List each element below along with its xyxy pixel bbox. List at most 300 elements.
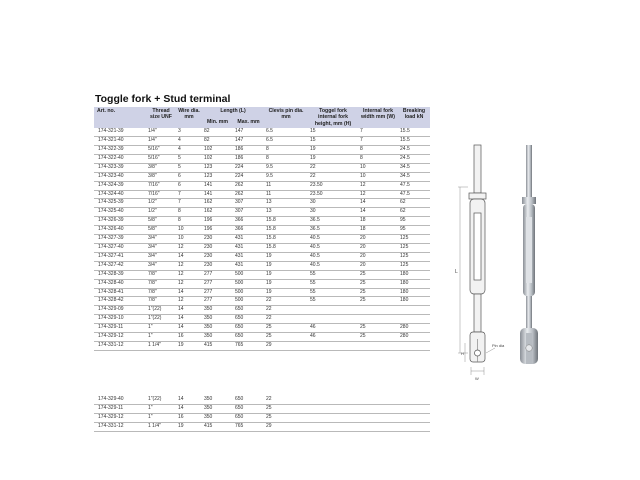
table-cell: 12 <box>176 261 202 270</box>
table-cell: 174-325-39 <box>94 199 146 208</box>
table-cell: 650 <box>233 333 264 342</box>
table-cell: 307 <box>233 199 264 208</box>
table-cell: 30 <box>308 208 358 217</box>
table-cell: 25 <box>358 297 398 306</box>
table-cell <box>398 341 430 350</box>
table-cell: 46 <box>308 324 358 333</box>
table-row <box>94 137 430 146</box>
table-cell: 55 <box>308 270 358 279</box>
table-cell: 29 <box>264 341 308 350</box>
table-cell: 8 <box>176 208 202 217</box>
technical-drawing <box>469 145 486 362</box>
label-h: H <box>461 351 464 356</box>
table-cell <box>308 341 358 350</box>
table-cell: 162 <box>202 199 233 208</box>
table-cell: 1/4" <box>146 128 176 136</box>
table-cell: 230 <box>202 244 233 253</box>
table-cell: 3/8" <box>146 163 176 172</box>
header-length-min: Min. mm <box>202 118 233 129</box>
table-cell: 174-329-11 <box>94 324 146 333</box>
table-cell: 277 <box>202 297 233 306</box>
table-cell: 765 <box>233 422 264 431</box>
table-cell: 3/4" <box>146 235 176 244</box>
table-cell: 14 <box>176 315 202 324</box>
table-cell: 15.5 <box>398 137 430 146</box>
table-cell: 19 <box>308 154 358 163</box>
table-cell <box>398 315 430 324</box>
table-cell: 14 <box>176 306 202 315</box>
table-cell: 5/16" <box>146 146 176 155</box>
table-cell: 180 <box>398 288 430 297</box>
table-cell: 20 <box>358 252 398 261</box>
table-cell: 7 <box>176 190 202 199</box>
header-length: Length (L) <box>202 107 264 118</box>
table-cell: 123 <box>202 172 233 181</box>
table-row <box>94 261 430 270</box>
header-internal-fork-width: Internal fork width mm (W) <box>358 107 398 128</box>
table-cell: 82 <box>202 137 233 146</box>
table-cell: 180 <box>398 279 430 288</box>
header-wire-dia: Wire dia. mm <box>176 107 202 128</box>
table-cell: 180 <box>398 270 430 279</box>
table-cell: 1 1/4" <box>146 341 176 350</box>
table-cell: 500 <box>233 279 264 288</box>
table-cell: 174-331-12 <box>94 341 146 350</box>
table-cell: 7/8" <box>146 279 176 288</box>
table-cell: 277 <box>202 270 233 279</box>
table-cell: 431 <box>233 261 264 270</box>
table-cell: 174-329-12 <box>94 333 146 342</box>
table-cell: 174-327-40 <box>94 244 146 253</box>
table-cell: 9.5 <box>264 172 308 181</box>
table-cell: 650 <box>233 413 264 422</box>
table-row <box>94 172 430 181</box>
table-row <box>94 270 430 279</box>
table-cell: 5/8" <box>146 217 176 226</box>
table-cell: 1"(22) <box>146 396 176 404</box>
extra-table-row <box>94 413 430 422</box>
table-cell <box>358 422 398 431</box>
extra-table-row <box>94 404 430 413</box>
table-row <box>94 217 430 226</box>
table-cell: 12 <box>176 244 202 253</box>
table-cell: 62 <box>398 208 430 217</box>
table-cell: 366 <box>233 217 264 226</box>
table-row <box>94 279 430 288</box>
table-cell: 277 <box>202 279 233 288</box>
table-cell: 350 <box>202 333 233 342</box>
table-row <box>94 315 430 324</box>
table-cell: 141 <box>202 190 233 199</box>
table-cell: 180 <box>398 297 430 306</box>
table-cell: 280 <box>398 333 430 342</box>
table-cell: 6 <box>176 181 202 190</box>
table-cell: 174-324-39 <box>94 181 146 190</box>
table-row <box>94 154 430 163</box>
table-cell: 8 <box>358 154 398 163</box>
table-cell: 11 <box>264 181 308 190</box>
table-cell: 34.5 <box>398 163 430 172</box>
table-cell: 5 <box>176 163 202 172</box>
table-cell: 10 <box>358 172 398 181</box>
table-cell: 47.5 <box>398 181 430 190</box>
table-cell: 5 <box>176 154 202 163</box>
table-cell: 19 <box>176 422 202 431</box>
table-cell: 125 <box>398 252 430 261</box>
table-cell: 55 <box>308 279 358 288</box>
table-cell: 18 <box>358 217 398 226</box>
table-row <box>94 297 430 306</box>
table-cell: 162 <box>202 208 233 217</box>
table-cell: 1" <box>146 404 176 413</box>
table-cell: 25 <box>358 279 398 288</box>
table-cell: 18 <box>358 226 398 235</box>
table-row <box>94 324 430 333</box>
table-row <box>94 341 430 350</box>
table-cell: 415 <box>202 341 233 350</box>
table-cell: 350 <box>202 324 233 333</box>
table-cell <box>398 422 430 431</box>
table-cell: 125 <box>398 261 430 270</box>
table-cell: 174-328-39 <box>94 270 146 279</box>
header-breaking-load: Breaking load kN <box>398 107 430 128</box>
table-cell: 174-323-39 <box>94 163 146 172</box>
table-cell: 350 <box>202 413 233 422</box>
table-cell: 1"(22) <box>146 306 176 315</box>
table-cell: 15.5 <box>398 128 430 136</box>
table-cell: 350 <box>202 306 233 315</box>
table-cell: 16 <box>176 333 202 342</box>
table-cell: 25 <box>358 270 398 279</box>
table-cell: 13 <box>264 208 308 217</box>
table-cell: 8 <box>264 146 308 155</box>
table-cell: 224 <box>233 163 264 172</box>
table-cell: 174-327-42 <box>94 261 146 270</box>
table-cell <box>308 404 358 413</box>
table-cell: 82 <box>202 128 233 136</box>
table-cell <box>308 315 358 324</box>
page-title: Toggle fork + Stud terminal <box>95 93 231 105</box>
table-cell: 12 <box>176 279 202 288</box>
table-cell: 36.5 <box>308 217 358 226</box>
table-cell <box>358 404 398 413</box>
table-cell: 307 <box>233 208 264 217</box>
clevis-pin <box>475 350 481 356</box>
table-cell: 15.8 <box>264 226 308 235</box>
extra-table-row <box>94 396 430 404</box>
table-cell: 55 <box>308 288 358 297</box>
stud-nut <box>469 193 486 199</box>
table-cell <box>398 396 430 404</box>
table-cell: 10 <box>176 226 202 235</box>
table-cell: 174-324-40 <box>94 190 146 199</box>
table-cell: 125 <box>398 244 430 253</box>
table-cell: 174-322-40 <box>94 154 146 163</box>
table-cell: 22 <box>264 315 308 324</box>
table-cell: 230 <box>202 252 233 261</box>
table-cell: 8 <box>358 146 398 155</box>
table-cell: 230 <box>202 235 233 244</box>
table-cell <box>398 306 430 315</box>
table-cell: 141 <box>202 181 233 190</box>
table-cell <box>358 315 398 324</box>
table-cell: 650 <box>233 396 264 404</box>
table-cell: 123 <box>202 163 233 172</box>
table-cell: 650 <box>233 315 264 324</box>
table-cell: 366 <box>233 226 264 235</box>
label-pin-dia: Pin dia <box>492 343 505 348</box>
header-toggel-fork-height: Toggel fork internal fork height, mm (H) <box>308 107 358 128</box>
table-cell: 102 <box>202 146 233 155</box>
table-cell: 174-321-40 <box>94 137 146 146</box>
table-cell: 174-326-39 <box>94 217 146 226</box>
table-cell: 10 <box>176 235 202 244</box>
table-cell: 55 <box>308 297 358 306</box>
table-row <box>94 181 430 190</box>
table-cell: 174-328-41 <box>94 288 146 297</box>
table-cell: 30 <box>308 199 358 208</box>
table-cell <box>358 396 398 404</box>
table-cell: 1/2" <box>146 199 176 208</box>
header-art-no: Art. no. <box>94 107 146 128</box>
table-cell <box>308 413 358 422</box>
product-image <box>520 145 538 364</box>
table-cell: 34.5 <box>398 172 430 181</box>
table-cell: 500 <box>233 297 264 306</box>
table-cell: 46 <box>308 333 358 342</box>
table-cell: 25 <box>264 413 308 422</box>
table-cell: 23.50 <box>308 190 358 199</box>
table-cell: 4 <box>176 146 202 155</box>
table-cell: 15.8 <box>264 244 308 253</box>
table-cell: 1" <box>146 333 176 342</box>
table-cell: 16 <box>176 413 202 422</box>
table-cell: 24.5 <box>398 146 430 155</box>
table-row <box>94 288 430 297</box>
table-cell: 15 <box>308 128 358 136</box>
table-cell: 3/8" <box>146 172 176 181</box>
table-cell: 7 <box>358 128 398 136</box>
table-cell: 174-327-41 <box>94 252 146 261</box>
fork-shaft <box>474 294 481 332</box>
table-cell <box>398 413 430 422</box>
table-row <box>94 235 430 244</box>
table-cell <box>398 404 430 413</box>
table-cell: 3/4" <box>146 244 176 253</box>
table-cell: 14 <box>176 396 202 404</box>
turnbuckle-diagram <box>455 143 565 388</box>
table-row <box>94 226 430 235</box>
table-cell: 19 <box>264 261 308 270</box>
table-cell: 765 <box>233 341 264 350</box>
table-cell: 5/16" <box>146 154 176 163</box>
table-cell: 29 <box>264 422 308 431</box>
table-cell: 40.5 <box>308 261 358 270</box>
table-cell: 500 <box>233 270 264 279</box>
table-cell: 19 <box>264 270 308 279</box>
table-cell: 14 <box>358 208 398 217</box>
table-cell: 12 <box>358 181 398 190</box>
table-cell: 14 <box>176 404 202 413</box>
table-cell: 7/16" <box>146 190 176 199</box>
table-cell: 174-323-40 <box>94 172 146 181</box>
table-cell: 147 <box>233 137 264 146</box>
table-cell: 22 <box>264 297 308 306</box>
table-row <box>94 208 430 217</box>
table-row <box>94 128 430 136</box>
spec-table-extra <box>94 396 430 432</box>
table-cell: 280 <box>398 324 430 333</box>
table-cell: 350 <box>202 315 233 324</box>
label-w: W <box>475 376 479 381</box>
table-cell: 25 <box>264 324 308 333</box>
table-cell: 174-328-42 <box>94 297 146 306</box>
table-row <box>94 146 430 155</box>
table-cell: 14 <box>176 288 202 297</box>
table-cell: 3 <box>176 128 202 136</box>
table-cell: 8 <box>176 217 202 226</box>
table-cell: 40.5 <box>308 235 358 244</box>
table-cell: 95 <box>398 226 430 235</box>
table-cell: 350 <box>202 396 233 404</box>
table-cell: 174-329-10 <box>94 315 146 324</box>
table-cell: 650 <box>233 306 264 315</box>
table-row <box>94 244 430 253</box>
table-cell: 25 <box>358 333 398 342</box>
table-cell: 7 <box>176 199 202 208</box>
table-cell: 415 <box>202 422 233 431</box>
table-cell: 102 <box>202 154 233 163</box>
table-cell: 20 <box>358 244 398 253</box>
table-cell: 14 <box>176 252 202 261</box>
table-cell: 174-322-39 <box>94 146 146 155</box>
table-cell: 350 <box>202 404 233 413</box>
table-cell: 22 <box>264 306 308 315</box>
table-cell: 9.5 <box>264 163 308 172</box>
table-cell: 1"(22) <box>146 315 176 324</box>
table-cell: 25 <box>264 404 308 413</box>
table-cell: 186 <box>233 146 264 155</box>
header-thread-size: Thread size UNF <box>146 107 176 128</box>
spec-table <box>94 107 430 351</box>
table-cell: 3/4" <box>146 261 176 270</box>
table-cell: 174-329-09 <box>94 306 146 315</box>
table-cell: 19 <box>264 279 308 288</box>
table-cell: 62 <box>398 199 430 208</box>
table-row <box>94 333 430 342</box>
table-cell: 24.5 <box>398 154 430 163</box>
table-cell: 15.8 <box>264 217 308 226</box>
table-row <box>94 252 430 261</box>
table-cell: 431 <box>233 252 264 261</box>
table-cell: 19 <box>176 341 202 350</box>
table-cell: 1" <box>146 413 176 422</box>
table-cell: 1/2" <box>146 208 176 217</box>
header-clevis-pin: Clevis pin dia. mm <box>264 107 308 128</box>
table-cell: 15.8 <box>264 235 308 244</box>
table-cell: 431 <box>233 244 264 253</box>
table-cell: 4 <box>176 137 202 146</box>
table-cell <box>358 413 398 422</box>
table-row <box>94 163 430 172</box>
table-cell: 36.5 <box>308 226 358 235</box>
table-cell: 262 <box>233 181 264 190</box>
table-cell: 431 <box>233 235 264 244</box>
table-cell: 20 <box>358 261 398 270</box>
header-length-max: Max. mm <box>233 118 264 129</box>
table-cell: 8 <box>264 154 308 163</box>
table-cell: 1 1/4" <box>146 422 176 431</box>
table-cell: 5/8" <box>146 226 176 235</box>
table-cell: 25 <box>264 333 308 342</box>
table-cell <box>308 422 358 431</box>
table-cell: 174-327-39 <box>94 235 146 244</box>
table-cell: 174-326-40 <box>94 226 146 235</box>
table-row <box>94 306 430 315</box>
table-cell: 174-328-40 <box>94 279 146 288</box>
table-cell: 15 <box>308 137 358 146</box>
label-l: L <box>455 269 458 275</box>
table-cell: 11 <box>264 190 308 199</box>
table-cell: 3/4" <box>146 252 176 261</box>
table-cell: 174-321-39 <box>94 128 146 136</box>
table-cell: 6.5 <box>264 128 308 136</box>
table-cell: 262 <box>233 190 264 199</box>
table-cell: 1/4" <box>146 137 176 146</box>
table-cell: 7/8" <box>146 288 176 297</box>
table-cell: 6.5 <box>264 137 308 146</box>
stud-shaft <box>474 145 481 193</box>
table-cell: 23.50 <box>308 181 358 190</box>
table-cell: 7/8" <box>146 297 176 306</box>
table-cell: 174-329-12 <box>94 413 146 422</box>
table-cell: 174-329-11 <box>94 404 146 413</box>
table-cell: 174-325-40 <box>94 208 146 217</box>
table-cell: 25 <box>358 324 398 333</box>
body-slot <box>474 213 481 280</box>
table-cell: 19 <box>264 288 308 297</box>
table-cell: 22 <box>308 163 358 172</box>
table-cell <box>358 306 398 315</box>
table-cell <box>308 396 358 404</box>
table-cell: 22 <box>308 172 358 181</box>
table-cell <box>308 306 358 315</box>
table-cell: 20 <box>358 235 398 244</box>
table-cell: 12 <box>176 270 202 279</box>
table-cell: 7/8" <box>146 270 176 279</box>
table-cell: 40.5 <box>308 244 358 253</box>
table-cell: 650 <box>233 404 264 413</box>
table-cell: 125 <box>398 235 430 244</box>
table-cell: 10 <box>358 163 398 172</box>
table-cell: 7 <box>358 137 398 146</box>
extra-table-row <box>94 422 430 431</box>
table-cell: 13 <box>264 199 308 208</box>
table-cell: 6 <box>176 172 202 181</box>
table-cell: 47.5 <box>398 190 430 199</box>
table-cell: 224 <box>233 172 264 181</box>
table-cell <box>358 341 398 350</box>
table-cell: 7/16" <box>146 181 176 190</box>
table-cell: 25 <box>358 288 398 297</box>
table-cell: 19 <box>308 146 358 155</box>
table-cell: 12 <box>358 190 398 199</box>
table-cell: 1" <box>146 324 176 333</box>
table-row <box>94 190 430 199</box>
table-cell: 174-329-40 <box>94 396 146 404</box>
table-cell: 174-331-12 <box>94 422 146 431</box>
table-cell: 500 <box>233 288 264 297</box>
